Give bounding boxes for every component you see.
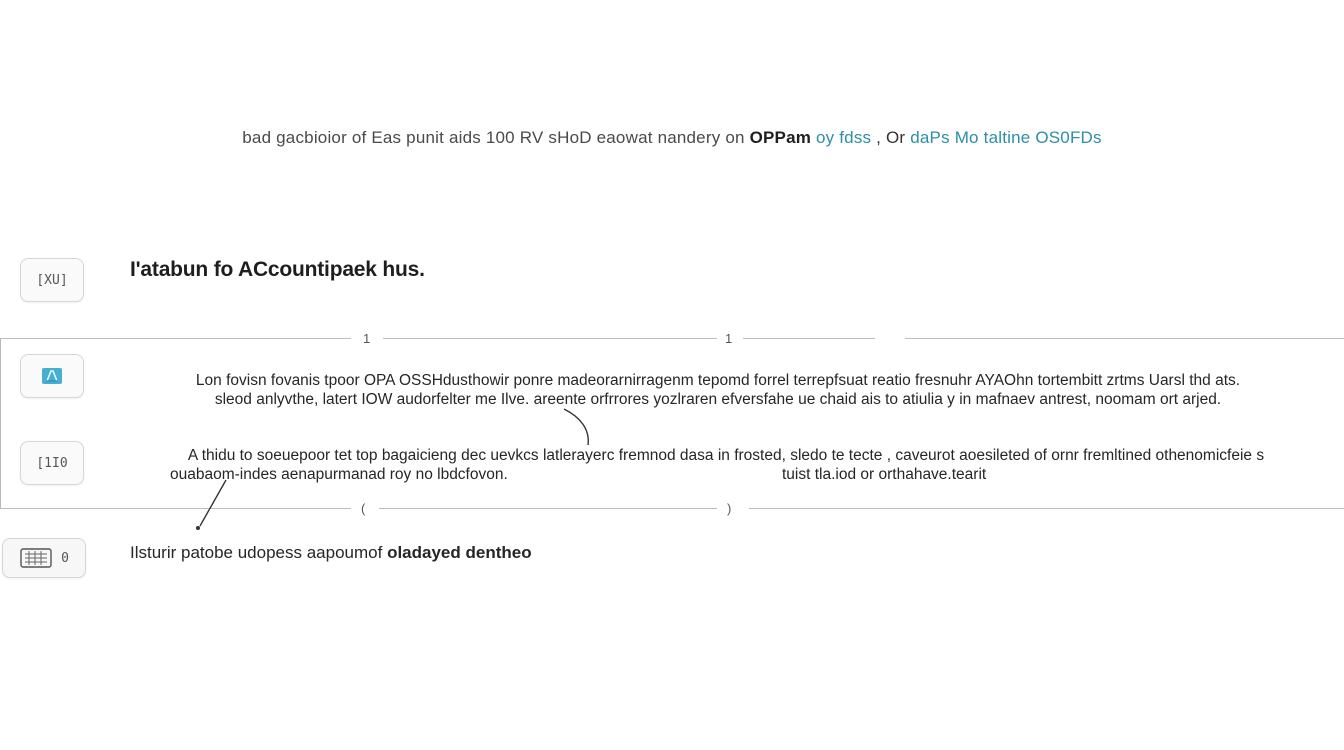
footer-button[interactable] bbox=[2, 538, 86, 578]
panel-bottom-tick-1: ( bbox=[361, 501, 366, 516]
section-heading: I'atabun fo ACcountipaek hus. bbox=[130, 258, 425, 281]
caption-text-4: , Or bbox=[871, 128, 911, 147]
caption-text-2: OPPam bbox=[749, 128, 812, 147]
paragraph-1-line-1: Lon fovisn fovanis tpoor OPA OSSHdusthowir ponre madeorarnirragenm tepomd forrel terrepfsuat reatio fresnuhr AYAOhn tortembitt zrtms Uarsl thd ats. bbox=[195, 372, 1241, 389]
panel-bottom-rule-3 bbox=[749, 508, 1344, 509]
paragraph-1 bbox=[128, 371, 1308, 409]
footer-text-normal: Ilsturir patobe udopess aapoumof bbox=[130, 543, 388, 562]
paragraph-2-line-1: A thidu to soeuepoor tet top bagaicieng dec uevkcs latlerayerc fremnod dasa in frosted, sledo te tecte , caveurot aoesileted of ornr fremltined othenomicfeie s bbox=[187, 447, 1265, 464]
paragraph-2-line-2b: tuist tla.iod or orthahave.tearit bbox=[782, 466, 987, 483]
caption-text-1: bad gacbioior of Eas punit aids 100 RV sHoD eaowat nandery on bbox=[242, 128, 750, 147]
panel-top-tick-1: 1 bbox=[363, 331, 371, 346]
page-caption bbox=[0, 128, 1344, 148]
pointer-curve-2 bbox=[192, 478, 232, 534]
header-button[interactable] bbox=[20, 258, 84, 302]
header-button-label: [XU] bbox=[36, 272, 68, 288]
paragraph-2 bbox=[136, 446, 1316, 465]
paragraph-1-line-2: sleod anlyvthe, latert IOW audorfelter me Ilve. areente orfrrores yozlraren efversfahe ue chaid ais to atiulia y in mafnaev antrest, noomam ort arjed. bbox=[214, 391, 1222, 408]
footer-button-label: 0 bbox=[61, 550, 69, 566]
panel-top-rule-1 bbox=[1, 338, 351, 339]
row2-button[interactable] bbox=[20, 441, 84, 485]
footer-text-bold: oladayed dentheo bbox=[387, 543, 532, 562]
row2-button-label: [1I0 bbox=[36, 455, 68, 471]
image-icon bbox=[40, 366, 64, 386]
panel-bottom-tick-2: ) bbox=[727, 501, 732, 516]
keyboard-icon bbox=[19, 546, 53, 570]
panel-top-tick-2: 1 bbox=[725, 331, 733, 346]
paragraph-2-line-2a: ouabaom-indes aenapurmanad roy no lbdcfovon. bbox=[170, 466, 508, 483]
footer-text bbox=[130, 543, 532, 563]
caption-text-6: taltine OS0FDs bbox=[978, 128, 1102, 147]
pointer-curve-1 bbox=[560, 405, 600, 453]
image-button[interactable] bbox=[20, 354, 84, 398]
panel-top-rule-3 bbox=[743, 338, 875, 339]
panel-top-rule-2 bbox=[383, 338, 717, 339]
caption-text-5: daPs Mo bbox=[910, 128, 979, 147]
panel-top-rule-4 bbox=[905, 338, 1344, 339]
panel-bottom-rule-1 bbox=[1, 508, 351, 509]
caption-text-3: oy fdss bbox=[811, 128, 872, 147]
panel-bottom-rule-2 bbox=[379, 508, 717, 509]
